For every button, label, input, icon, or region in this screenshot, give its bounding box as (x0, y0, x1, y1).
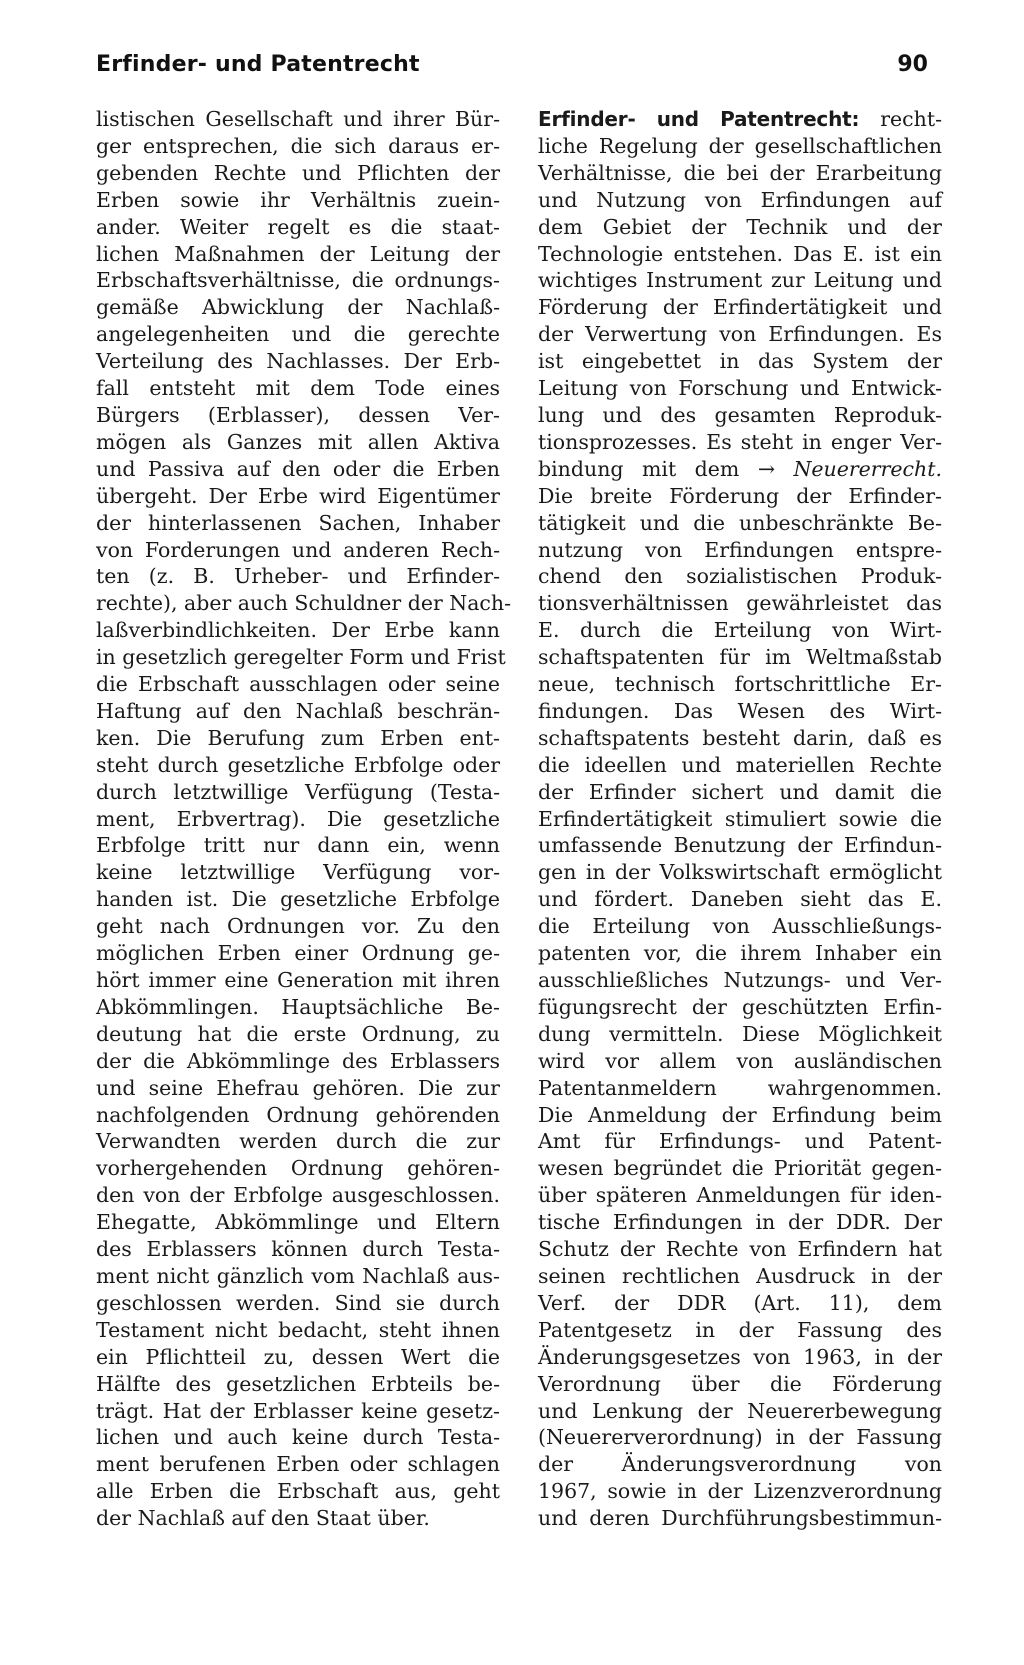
right-column (538, 106, 942, 1532)
text-line: Haftung auf den Nachlaß beschrän- (96, 698, 500, 723)
text-line: Testament nicht bedacht, steht ihnen (96, 1317, 500, 1342)
text-line: handen ist. Die gesetzliche Erbfolge (96, 887, 500, 912)
text-line: wichtiges Instrument zur Leitung und (538, 268, 942, 293)
text-line: Schutz der Rechte von Erfindern hat (538, 1237, 942, 1262)
text-line: Die breite Förderung der Erfinder- (538, 483, 942, 508)
text-line: Verhältnisse, die bei der Erarbeitung (538, 160, 942, 185)
text-line: fall entsteht mit dem Tode eines (96, 376, 500, 401)
text-line: die Erbschaft ausschlagen oder seine (96, 672, 500, 697)
text-line: und deren Durchführungsbestimmun- (538, 1506, 942, 1531)
text-line: durch letztwillige Verfügung (Testa- (96, 779, 500, 804)
text-line: und Lenkung der Neuererbewegung (538, 1398, 942, 1423)
text-line: Bürgers (Erblasser), dessen Ver- (96, 402, 500, 427)
text-line: Erbfolge tritt nur dann ein, wenn (96, 833, 500, 858)
text-line: umfassende Benutzung der Erfindun- (538, 833, 942, 858)
text-line: ment nicht gänzlich vom Nachlaß aus- (96, 1263, 500, 1288)
crossref-link[interactable]: Neuererrecht. (793, 456, 942, 481)
running-head-title: Erfinder- und Patentrecht (96, 52, 420, 77)
text-line: patenten vor, die ihrem Inhaber ein (538, 941, 942, 966)
text-line: ander. Weiter regelt es die staat- (96, 214, 500, 239)
text-line: gen in der Volkswirtschaft ermöglicht (538, 860, 942, 885)
text-line: vorhergehenden Ordnung gehören- (96, 1156, 500, 1181)
text-line: Erbschaftsverhältnisse, die ordnungs- (96, 268, 500, 293)
left-column (96, 106, 512, 1532)
text-line: tätigkeit und die unbeschränkte Be- (538, 510, 942, 535)
crossref-arrow-icon: → (757, 456, 776, 481)
text-line: schaftspatenten für im Weltmaßstab (538, 645, 942, 670)
text-line: gebenden Rechte und Pflichten der (96, 160, 500, 185)
text-line: lichen Maßnahmen der Leitung der (96, 241, 500, 266)
text-line: über späteren Anmeldungen für iden- (538, 1183, 942, 1208)
text-line: keine letztwillige Verfügung vor- (96, 860, 500, 885)
page-number: 90 (897, 52, 928, 77)
text-line: dem Gebiet der Technik und der (538, 214, 942, 239)
text-line: ment, Erbvertrag). Die gesetzliche (96, 806, 500, 831)
text-line: von Forderungen und anderen Rech- (96, 537, 500, 562)
text-line: ment berufenen Erben oder schlagen (96, 1452, 500, 1477)
text-line: wird vor allem von ausländischen (538, 1048, 942, 1073)
text-line: ken. Die Berufung zum Erben ent- (96, 725, 500, 750)
text-line: alle Erben die Erbschaft aus, geht (96, 1479, 500, 1504)
text-line: liche Regelung der gesellschaftlichen (538, 133, 942, 158)
text-line: tionsverhältnissen gewährleistet das (538, 591, 942, 616)
text-line: listischen Gesellschaft und ihrer Bür- (96, 107, 500, 131)
text-line: Erfindertätigkeit stimuliert sowie die (538, 806, 942, 831)
text-line: ten (z. B. Urheber- und Erfinder- (96, 564, 500, 589)
text-line: ist eingebettet in das System der (538, 349, 942, 374)
text-line: Ehegatte, Abkömmlinge und Eltern (96, 1210, 500, 1235)
text-line: Änderungsgesetzes von 1963, in der (538, 1344, 942, 1369)
text-line: Abkömmlingen. Hauptsächliche Be- (96, 994, 500, 1019)
text-line: und fördert. Daneben sieht das E. (538, 887, 942, 912)
text-line: Patentanmeldern wahrgenommen. (538, 1075, 942, 1100)
text-line: lung und des gesamten Reproduk- (538, 402, 942, 427)
text-line: geschlossen werden. Sind sie durch (96, 1290, 500, 1315)
text-line: tionsprozesses. Es steht in enger Ver- (538, 429, 942, 454)
text-line: Verf. der DDR (Art. 11), dem (538, 1290, 942, 1315)
text-line: die Erteilung von Ausschließungs- (538, 914, 942, 939)
text-line: Technologie entstehen. Das E. ist ein (538, 241, 942, 266)
text-line: der die Abkömmlinge des Erblassers (96, 1048, 500, 1073)
text-line: der Erfinder sichert und damit die (538, 779, 942, 804)
text-line: der Nachlaß auf den Staat über. (96, 1506, 430, 1531)
text-line: (Neuererverordnung) in der Fassung (538, 1425, 942, 1450)
text-line: möglichen Erben einer Ordnung ge- (96, 941, 500, 966)
text-line: Erben sowie ihr Verhältnis zuein- (96, 187, 500, 212)
text-line: deutung hat die erste Ordnung, zu (96, 1021, 500, 1046)
text-line: nutzung von Erfindungen entspre- (538, 537, 942, 562)
text-line: und Nutzung von Erfindungen auf (538, 187, 942, 212)
text-line: die ideellen und materiellen Rechte (538, 752, 942, 777)
text-line: tische Erfindungen in der DDR. Der (538, 1210, 942, 1235)
text-line: des Erblassers können durch Testa- (96, 1237, 500, 1262)
text-line: Verordnung über die Förderung (538, 1371, 942, 1396)
text-line: rechte), aber auch Schuldner der Nach- (96, 591, 512, 616)
text-line: in gesetzlich geregelter Form und Frist (96, 645, 506, 670)
text-line: Leitung von Forschung und Entwick- (538, 376, 942, 401)
crossref-line (538, 456, 942, 483)
right-column-lines-part-1 (538, 133, 942, 456)
text-line: schaftspatents besteht darin, daß es (538, 725, 942, 750)
text-line: und Passiva auf den oder die Erben (96, 456, 500, 481)
text-line: nachfolgenden Ordnung gehörenden (96, 1102, 500, 1127)
text-line: dung vermitteln. Diese Möglichkeit (538, 1021, 942, 1046)
text-line: trägt. Hat der Erblasser keine gesetz- (96, 1398, 500, 1423)
text-line: fügungsrecht der geschützten Erfin- (538, 994, 942, 1019)
text-line: E. durch die Erteilung von Wirt- (538, 618, 942, 643)
text-line: seinen rechtlichen Ausdruck in der (538, 1263, 942, 1288)
text-line: chend den sozialistischen Produk- (538, 564, 942, 589)
entry-first-line-rest: recht- (880, 107, 942, 131)
entry-term: Erfinder- und Patentrecht: (538, 107, 860, 131)
right-column-lines-part-2 (538, 483, 942, 1532)
crossref-prefix: bindung mit dem (538, 456, 740, 481)
text-line: den von der Erbfolge ausgeschlossen. (96, 1183, 500, 1208)
text-line: angelegenheiten und die gerechte (96, 322, 500, 347)
text-line: lichen und auch keine durch Testa- (96, 1425, 500, 1450)
text-line: mögen als Ganzes mit allen Aktiva (96, 429, 500, 454)
text-line: Förderung der Erfindertätigkeit und (538, 295, 942, 320)
text-line: laßverbindlichkeiten. Der Erbe kann (96, 618, 500, 643)
text-line: Die Anmeldung der Erfindung beim (538, 1102, 942, 1127)
text-line: Amt für Erfindungs- und Patent- (538, 1129, 942, 1154)
text-line: wesen begründet die Priorität gegen- (538, 1156, 942, 1181)
text-line: Verwandten werden durch die zur (96, 1129, 500, 1154)
text-line: der Verwertung von Erfindungen. Es (538, 322, 942, 347)
text-line: 1967, sowie in der Lizenzverordnung (538, 1479, 942, 1504)
text-line: und seine Ehefrau gehören. Die zur (96, 1075, 500, 1100)
text-line: ein Pflichtteil zu, dessen Wert die (96, 1344, 500, 1369)
text-line: der hinterlassenen Sachen, Inhaber (96, 510, 500, 535)
text-line: geht nach Ordnungen vor. Zu den (96, 914, 500, 939)
text-line: übergeht. Der Erbe wird Eigentümer (96, 483, 500, 508)
text-line: ausschließliches Nutzungs- und Ver- (538, 968, 942, 992)
text-line: hört immer eine Generation mit ihren (96, 968, 500, 992)
text-line: der Änderungsverordnung von (538, 1452, 942, 1477)
text-line: steht durch gesetzliche Erbfolge oder (96, 752, 500, 777)
text-line: gemäße Abwicklung der Nachlaß- (96, 295, 500, 320)
entry-heading-line (538, 106, 942, 133)
text-line: findungen. Das Wesen des Wirt- (538, 698, 942, 723)
text-line: Verteilung des Nachlasses. Der Erb- (96, 349, 500, 374)
text-line: Hälfte des gesetzlichen Erbteils be- (96, 1371, 500, 1396)
text-line: neue, technisch fortschrittliche Er- (538, 672, 942, 697)
text-line: Patentgesetz in der Fassung des (538, 1317, 942, 1342)
text-line: ger entsprechen, die sich daraus er- (96, 133, 500, 158)
